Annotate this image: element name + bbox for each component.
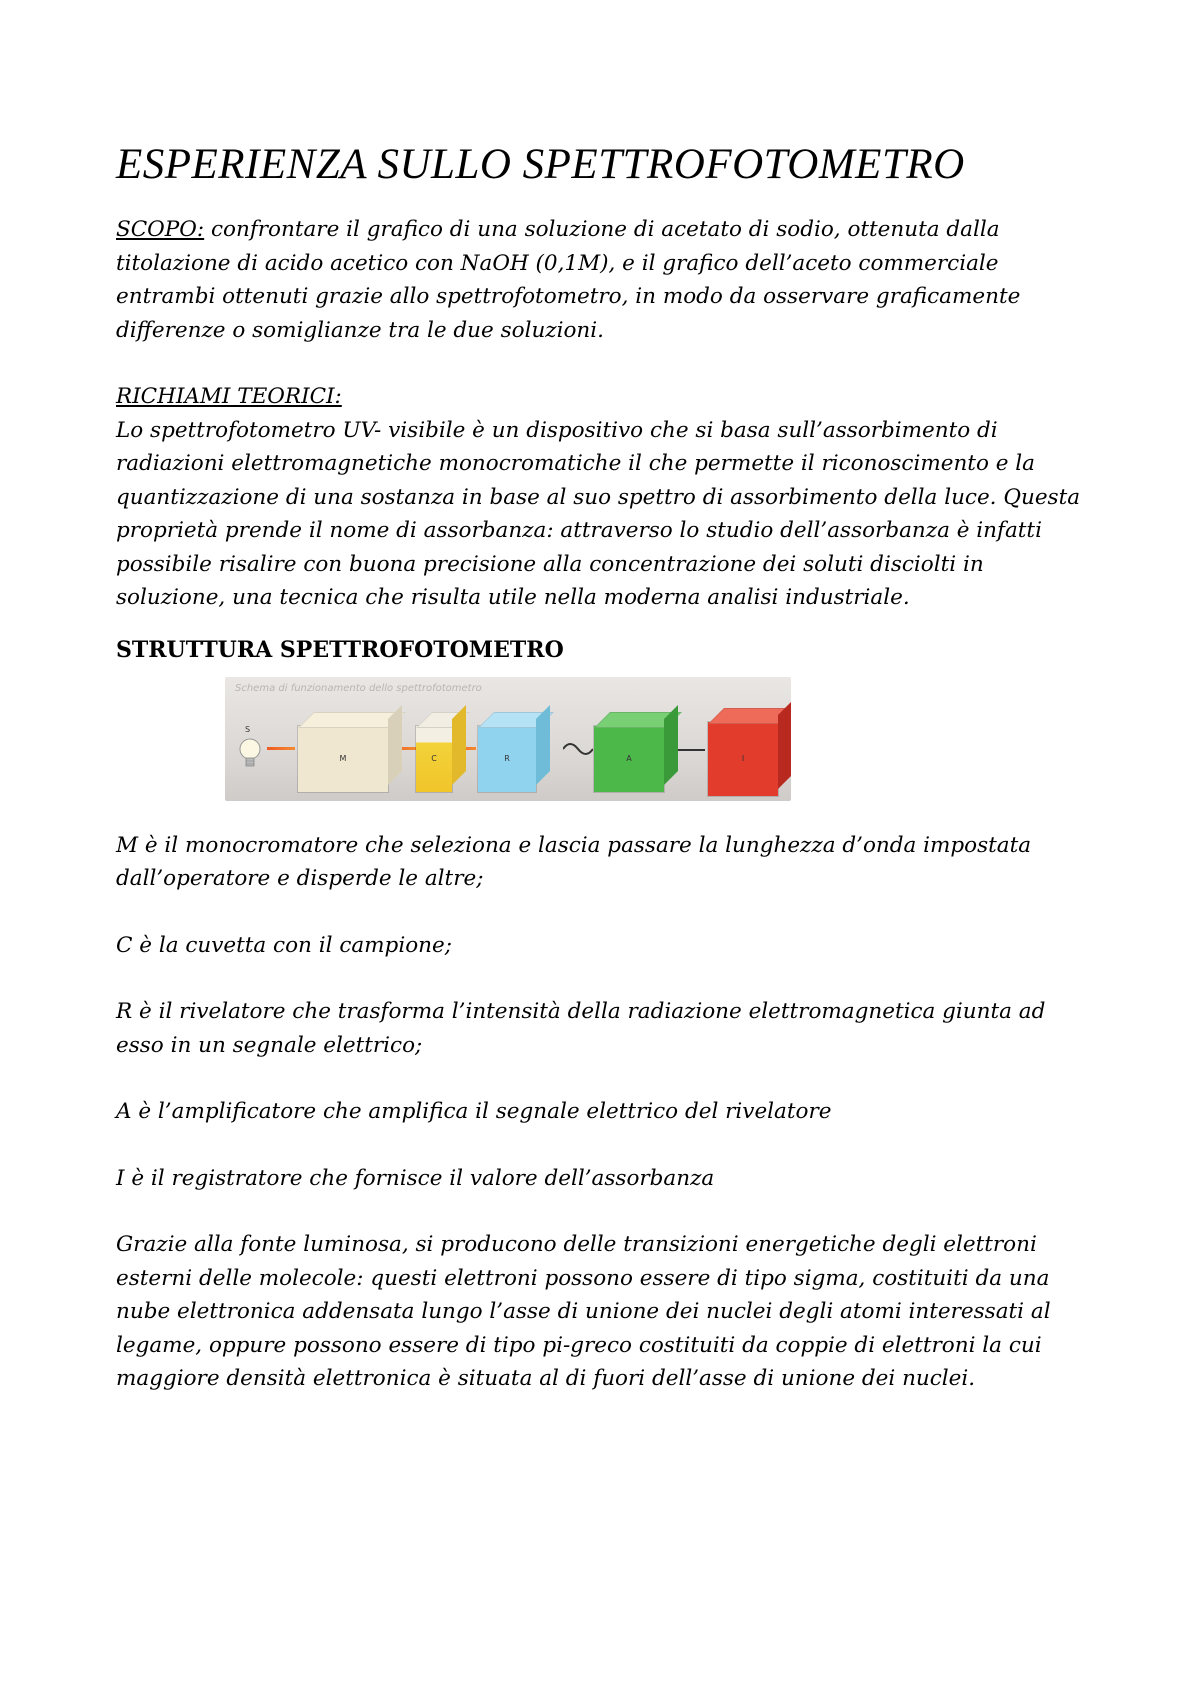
scopo-label: SCOPO: — [116, 217, 205, 242]
cuvette-label: C — [431, 754, 437, 763]
document-page — [116, 140, 1096, 1396]
light-bulb-icon — [237, 737, 263, 771]
struttura-heading: STRUTTURA SPETTROFOTOMETRO — [116, 636, 564, 663]
cuvette-box — [415, 725, 453, 793]
wire-r-to-a — [563, 739, 593, 759]
scopo-text: confrontare il grafico di una soluzione di acetato di sodio, ottenuta dalla titolazione di acido acetico con NaOH (0,1M), e il grafico dell’aceto commerciale entrambi ottenuti grazie allo spettrofotometro, in modo da osservare graficamente differenze o somiglianze tra le due soluzioni. — [116, 217, 1021, 343]
description-i: I è il registratore che fornisce il valore dell’assorbanza — [116, 1165, 715, 1191]
amplifier-face — [594, 726, 664, 792]
detector-label: R — [504, 754, 510, 763]
monochromator-label: M — [339, 754, 347, 763]
source-label: S — [245, 724, 251, 734]
diagram-caption: Schema di funzionamento dello spettrofotometro — [235, 682, 482, 694]
amplifier-label: A — [626, 754, 632, 763]
wire-a-to-i — [675, 749, 705, 751]
detector-box — [477, 725, 537, 793]
richiami-label: RICHIAMI TEORICI: — [116, 384, 342, 409]
recorder-face — [708, 722, 778, 796]
richiami-label-line — [116, 380, 1096, 414]
description-r: R è il rivelatore che trasforma l’intensità della radiazione elettromagnetica giunta ad esso in un segnale elettrico; — [116, 999, 1046, 1058]
beam-source-to-m — [267, 747, 295, 750]
description-c: C è la cuvetta con il campione; — [116, 932, 452, 958]
description-m: M è il monocromatore che seleziona e lascia passare la lunghezza d’onda impostata dall’operatore e disperde le altre; — [116, 832, 1032, 891]
amplifier-box — [593, 725, 665, 793]
cuvette-face — [416, 726, 452, 792]
monochromator-box — [297, 725, 389, 793]
richiami-paragraph: Lo spettrofotometro UV- visibile è un dispositivo che si basa sull’assorbimento di radiazioni elettromagnetiche monocromatiche il che permette il riconoscimento e la quantizzazione di una sostanza in base al suo spettro di assorbimento della luce. Questa proprietà prende il nome di assorbanza: attraverso lo studio dell’assorbanza è infatti possibile risalire con buona precisione alla concentrazione dei soluti disciolti in soluzione, una tecnica che risulta utile nella moderna analisi industriale. — [116, 417, 1081, 610]
description-a: A è l’amplificatore che amplifica il segnale elettrico del rivelatore — [116, 1099, 832, 1124]
document-title: ESPERIENZA SULLO SPETTROFOTOMETRO — [116, 141, 965, 188]
closing-paragraph: Grazie alla fonte luminosa, si producono delle transizioni energetiche degli elettroni esterni delle molecole: questi elettroni possono essere di tipo sigma, costituiti da una nube elettronica addensata lungo l’asse di unione dei nuclei degli atomi interessati al legame, oppure possono essere di tipo pi-greco costituiti da coppie di elettroni la cui maggiore densità elettronica è situata al di fuori dell’asse di unione dei nuclei. — [116, 1232, 1051, 1391]
monochromator-face — [298, 726, 388, 792]
recorder-label: I — [741, 754, 745, 763]
spectrophotometer-diagram — [225, 677, 791, 801]
detector-face — [478, 726, 536, 792]
recorder-box — [707, 721, 779, 797]
scopo-paragraph — [116, 213, 1096, 347]
